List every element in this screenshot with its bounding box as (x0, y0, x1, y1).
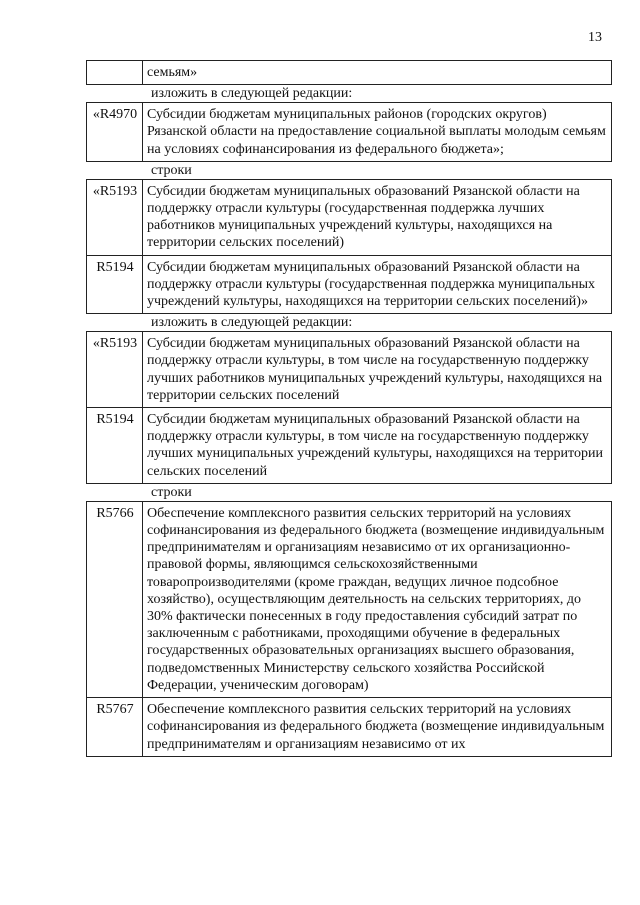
row-text: семьям» (147, 65, 198, 80)
instruction-text: изложить в следующей редакции: (151, 315, 353, 331)
row-code: R5194 (87, 256, 143, 314)
row-text: Субсидии бюджетам муниципальных образований Рязанской области на поддержку отрасли культуры, в том числе на государственную поддержку лучших работников муниципальных учреждений культуры, находящихся на территории сельских поселений (147, 336, 603, 403)
instruction-text: строки (151, 484, 192, 500)
row-code: «R4970 (87, 103, 143, 161)
page-number: 13 (588, 30, 602, 45)
document-body (86, 60, 612, 757)
table-row (86, 331, 612, 408)
row-text: Субсидии бюджетам муниципальных образований Рязанской области на поддержку отрасли культуры (государственная поддержка муниципальных учреждений культуры, находящихся на территории сельских поселений)» (147, 259, 596, 310)
table-row (86, 256, 612, 315)
instruction-text: изложить в следующей редакции: (151, 86, 353, 102)
row-code (87, 61, 143, 84)
row-code: «R5193 (87, 180, 143, 255)
table-row (86, 179, 612, 256)
table-row (86, 408, 612, 484)
row-code: R5766 (87, 502, 143, 697)
table-row (86, 698, 612, 757)
table-row (86, 102, 612, 162)
table-row (86, 60, 612, 85)
row-text: Обеспечение комплексного развития сельских территорий на условиях софинансирования из федерального бюджета (возмещение индивидуальным предпринимателям и организациям независимо от их (147, 702, 605, 752)
row-code: «R5193 (87, 332, 143, 407)
row-code: R5194 (87, 408, 143, 483)
instruction-text: строки (151, 162, 192, 178)
row-text: Субсидии бюджетам муниципальных районов (городских округов) Рязанской области на предоставление социальной выплаты молодым семьям на условиях софинансирования из федерального бюджета»; (147, 107, 606, 157)
row-code: R5767 (87, 698, 143, 756)
row-text: Субсидии бюджетам муниципальных образований Рязанской области на поддержку отрасли культуры, в том числе на государственную поддержку лучших муниципальных учреждений культуры, находящихся на территории сельских поселений (147, 412, 603, 479)
row-text: Субсидии бюджетам муниципальных образований Рязанской области на поддержку отрасли культуры (государственная поддержка лучших работников муниципальных учреждений культуры, находящихся на территории сельских поселений) (147, 183, 580, 251)
row-text: Обеспечение комплексного развития сельских территорий на условиях софинансирования из федерального бюджета (возмещение индивидуальным предпринимателям и организациям независимо от их организационно-правовой формы, являющимся сельскохозяйственными товаропроизводителями (кроме граждан, ведущих личное подсобное хозяйство), осуществляющим деятельность на сельских территориях, до 30% фактически понесенных в году предоставления субсидий затрат по заключенным с работниками, проходящими обучение в федеральных государственных образовательных организациях высшего образования, подведомственных Министерству сельского хозяйства Российской Федерации, ученическим договорам) (147, 505, 605, 693)
table-row (86, 501, 612, 698)
